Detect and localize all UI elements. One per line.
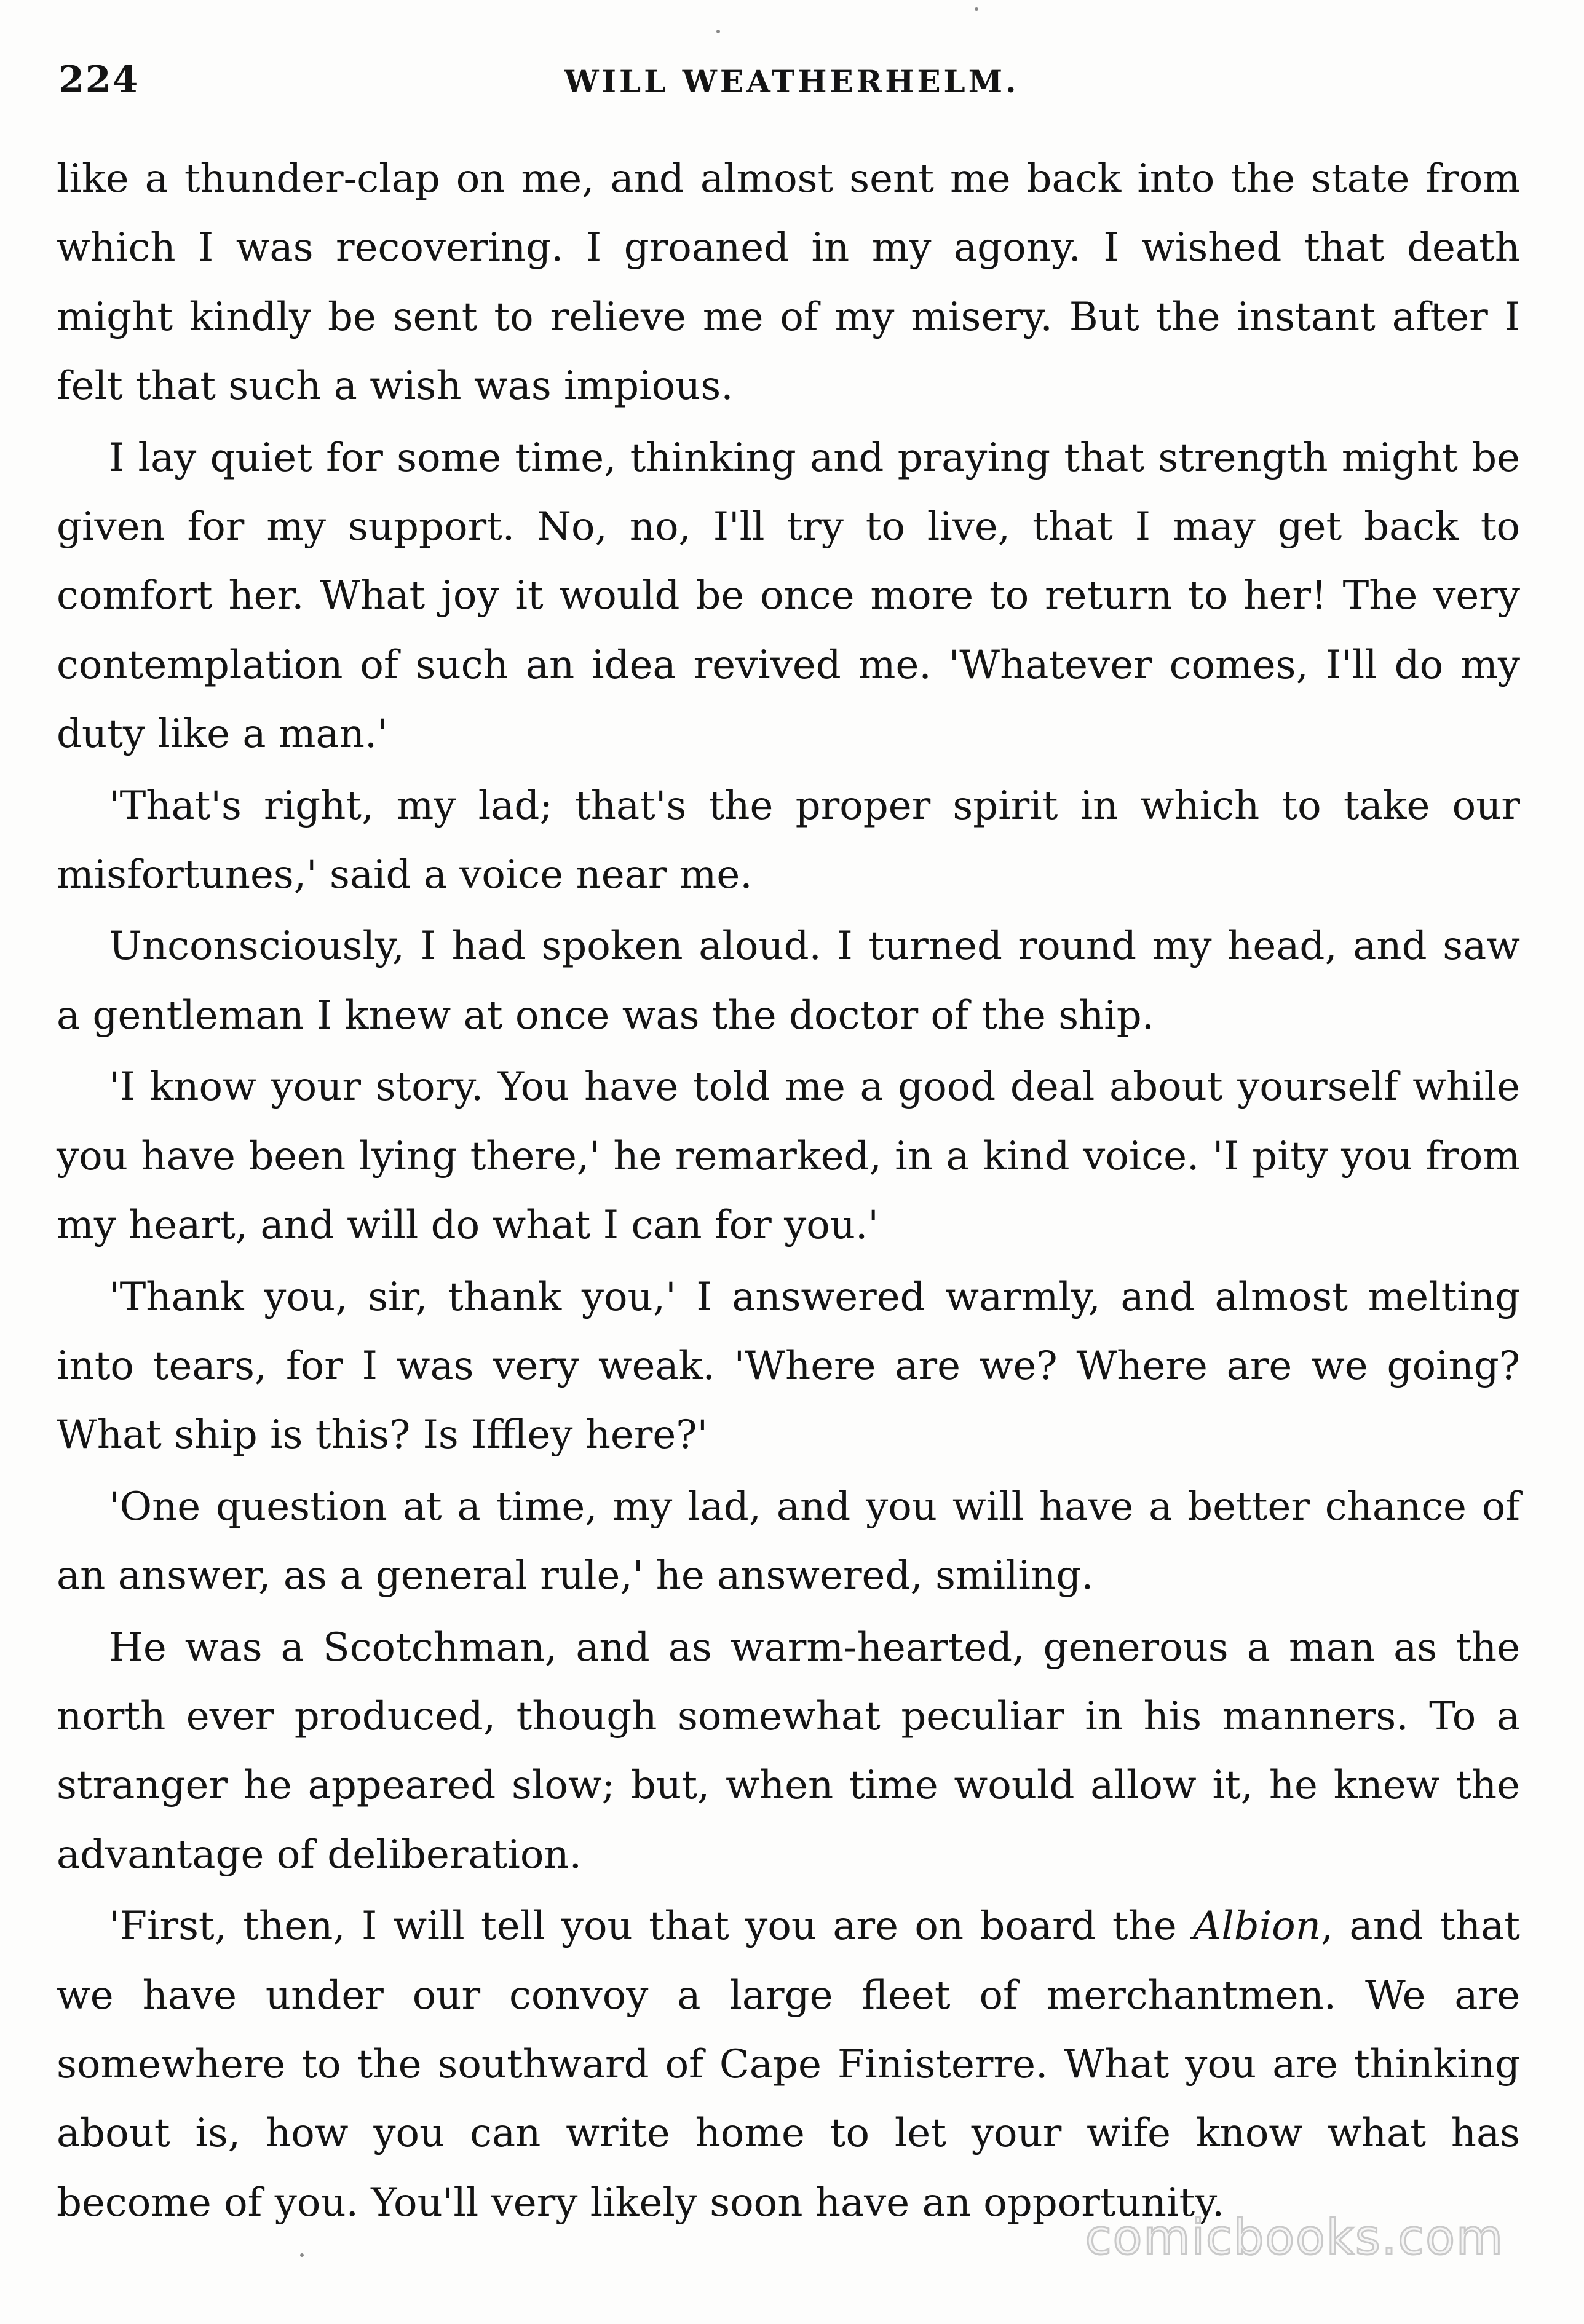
scan-speck [716,30,720,33]
paragraph: 'Thank you, sir, thank you,' I answered warmly, and almost melting into tears, for I was very weak. 'Where are we? Where are we going? What ship is this? Is Iffley here?' [57,1274,1520,1458]
paragraph-continued: like a thunder-clap on me, and almost sent me back into the state from which I was recovering. I groaned in my agony. I wished that death might kindly be sent to relieve me of my misery. But the instant after I felt that such a wish was impious. [57,156,1520,409]
page-header [58,58,1525,114]
page-number: 224 [58,58,140,101]
scan-speck [975,7,978,11]
paragraph [57,1892,1520,2237]
scan-speck [300,2253,304,2257]
paragraph-text-before: 'First, then, I will tell you that you are on board the [109,1903,1194,1950]
paragraph: 'That's right, my lad; that's the proper spirit in which to take our misfortunes,' said a voice near me. [57,783,1520,898]
watermark: comicbooks.com [1085,2210,1504,2266]
running-title: WILL WEATHERHELM. [564,63,1020,100]
paragraph: I lay quiet for some time, thinking and praying that strength might be given for my support. No, no, I'll try to live, that I may get back to comfort her. What joy it would be once more to return to her! The very contemplation of such an idea revived me. 'Whatever comes, I'll do my duty like a man.' [57,435,1520,757]
paragraph: He was a Scotchman, and as warm-hearted, generous a man as the north ever produced, though somewhat peculiar in his manners. To a stranger he appeared slow; but, when time would allow it, he knew the advantage of deliberation. [57,1624,1520,1878]
paragraph: 'I know your story. You have told me a good deal about yourself while you have been lying there,' he remarked, in a kind voice. 'I pity you from my heart, and will do what I can for you.' [57,1064,1520,1249]
body-text [57,144,1520,2237]
paragraph: Unconsciously, I had spoken aloud. I turned round my head, and saw a gentleman I knew at once was the doctor of the ship. [57,923,1520,1038]
paragraph: 'One question at a time, my lad, and you will have a better chance of an answer, as a general rule,' he answered, smiling. [57,1484,1520,1599]
ship-name: Albion [1193,1903,1321,1950]
paragraph-text-after: , and that we have under our convoy a large fleet of merchantmen. We are somewhere to the southward of Cape Finisterre. What you are thinking about is, how you can write home to let your wife know what has become of you. You'll very likely soon have an opportunity. [57,1903,1521,2226]
